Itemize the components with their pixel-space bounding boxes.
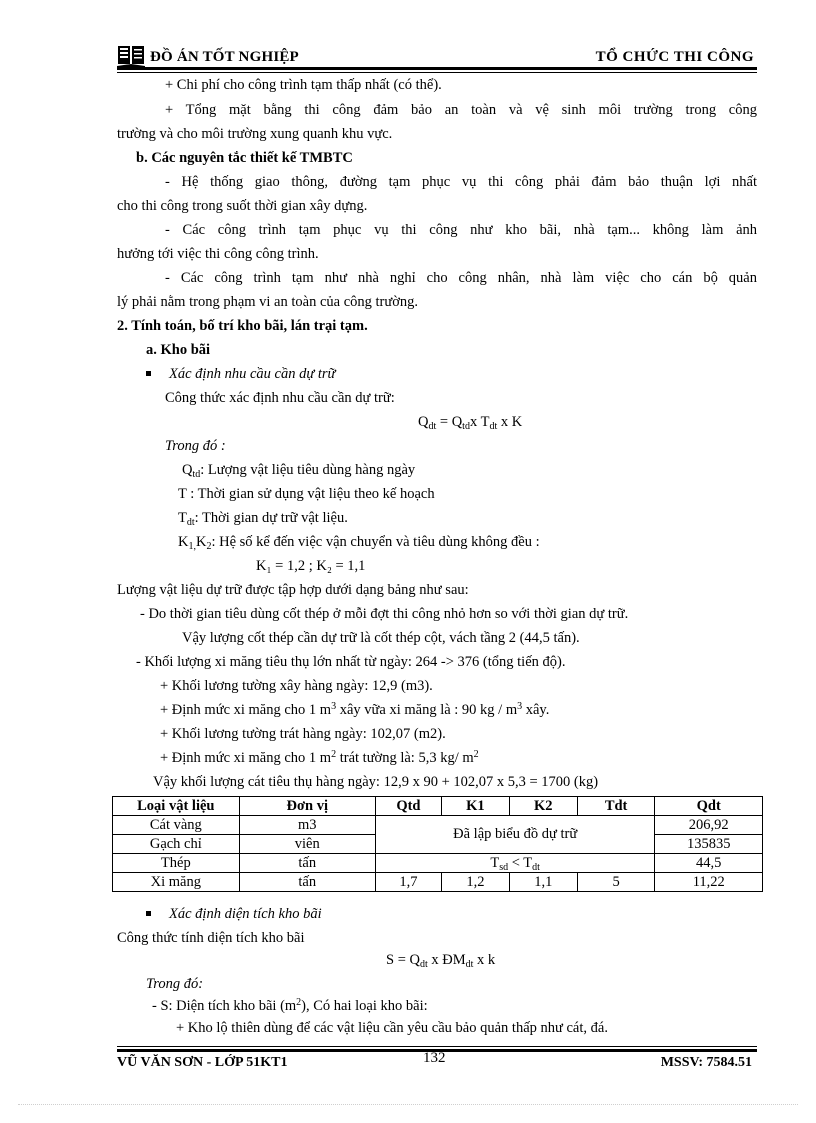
- section-heading-b: b. Các nguyên tắc thiết kế TMBTC: [136, 150, 353, 166]
- paragraph-line: Công thức tính diện tích kho bãi: [117, 930, 305, 946]
- paragraph-line: - Do thời gian tiêu dùng cốt thép ở mỗi đợt thi công nhỏ hơn so với thời gian dự trữ.: [140, 606, 629, 622]
- table-cell: Xi măng: [113, 873, 240, 892]
- paragraph-line: - Các công trình tạm phục vụ thi công như kho bãi, nhà tạm... không làm ảnh: [165, 222, 757, 238]
- table-cell: tấn: [239, 854, 375, 873]
- paragraph-line: - Khối lượng xi măng tiêu thụ lớn nhất từ ngày: 264 -> 376 (tổng tiến độ).: [136, 654, 566, 670]
- paragraph-line: + Định mức xi măng cho 1 $m^2$ trát tường là: 5,3 kg/ $m^2$: [160, 749, 479, 766]
- table-cell: 1,2: [441, 873, 509, 892]
- table-cell: 135835: [655, 835, 763, 854]
- header-rule-thick: [117, 67, 757, 70]
- k-values: K₁ = 1,2 ; K₂ = 1,1: [256, 558, 366, 574]
- definition-t: T : Thời gian sử dụng vật liệu theo kế hoạch: [178, 486, 435, 502]
- table-header-cell: Qdt: [655, 797, 763, 816]
- table-header-cell: Tdt: [577, 797, 655, 816]
- table-header-row: [113, 797, 763, 816]
- page-number: 132: [423, 1050, 446, 1066]
- table-cell: 1,1: [509, 873, 577, 892]
- paragraph-line: - Các công trình tạm như nhà nghỉ cho công nhân, nhà làm việc cho cán bộ quản: [165, 270, 757, 286]
- bullet-item: Xác định diện tích kho bãi: [146, 905, 322, 923]
- table-header-cell: Qtd: [375, 797, 441, 816]
- paragraph-line: + Chi phí cho công trình tạm thấp nhất (có thể).: [165, 77, 442, 93]
- table-cell: 206,92: [655, 816, 763, 835]
- table-cell: viên: [239, 835, 375, 854]
- table-header-cell: K2: [509, 797, 577, 816]
- trong-do-label: Trong đó:: [146, 976, 204, 992]
- paragraph-line: cho thi công trong suốt thời gian xây dựng.: [117, 198, 368, 214]
- paragraph-line: Vậy khối lượng cát tiêu thụ hàng ngày: 12,9 x 90 + 102,07 x 5,3 = 1700 (kg): [153, 774, 599, 790]
- trong-do-label: Trong đó :: [165, 438, 226, 454]
- header-title-right: TỔ CHỨC THI CÔNG: [595, 49, 754, 65]
- table-cell: 44,5: [655, 854, 763, 873]
- table-cell: 5: [577, 873, 655, 892]
- table-cell: 11,22: [655, 873, 763, 892]
- formula-qdt: $Q_{dt} = Q_{td}x$ $T_{dt}$ x K: [418, 414, 523, 432]
- table-row: [113, 873, 763, 892]
- paragraph-line: lý phải nằm trong phạm vi an toàn của công trường.: [117, 294, 419, 310]
- bullet-item: Xác định nhu cầu cần dự trữ: [146, 365, 335, 383]
- footer-author: VŨ VĂN SƠN - LỚP 51KT1: [117, 1055, 288, 1070]
- table-steel-note: $T_{sd} < T_{dt}$: [375, 854, 655, 873]
- paragraph-line: - S: Diện tích kho bãi $(m^2)$, Có hai loại kho bãi:: [152, 997, 428, 1014]
- header-rule-thin: [117, 72, 757, 73]
- page-edge-dotted-line: [18, 1104, 798, 1105]
- paragraph-line: + Tổng mặt bằng thi công đảm bảo an toàn và vệ sinh môi trường trong công: [165, 102, 757, 118]
- table-merged-note: Đã lập biểu đồ dự trữ: [375, 816, 655, 854]
- material-table: [112, 796, 763, 892]
- paragraph-line: trường và cho môi trường xung quanh khu vực.: [117, 126, 393, 142]
- paragraph-line: + Khối lương tường xây hàng ngày: 12,9 (m3).: [160, 678, 433, 694]
- paragraph-line: + Kho lộ thiên dùng để các vật liệu cần yêu cầu bảo quản thấp như cát, đá.: [176, 1020, 608, 1036]
- table-header-cell: K1: [441, 797, 509, 816]
- table-cell: Thép: [113, 854, 240, 873]
- table-row: [113, 854, 763, 873]
- table-row: [113, 816, 763, 835]
- footer-rule-thin: [117, 1046, 757, 1047]
- bullet-icon: [146, 371, 151, 376]
- table-cell: 1,7: [375, 873, 441, 892]
- bullet-icon: [146, 911, 151, 916]
- formula-area: $S = Q_{dt}$ x $ĐM_{dt}$ x k: [386, 952, 496, 970]
- paragraph-line: hưởng tới việc thi công công trình.: [117, 246, 319, 262]
- paragraph-line: - Hệ thống giao thông, đường tạm phục vụ thi công phải đảm bảo thuận lợi nhất: [165, 174, 757, 190]
- table-header-cell: Đơn vị: [239, 797, 375, 816]
- table-header-cell: Loại vật liệu: [113, 797, 240, 816]
- paragraph-line: Vậy lượng cốt thép cần dự trữ là cốt thép cột, vách tầng 2 (44,5 tấn).: [182, 630, 580, 646]
- definition-k: $K_{1,}K_2$: Hệ số kể đến việc vận chuyển và tiêu dùng không đều :: [178, 534, 540, 552]
- section-heading-2: 2. Tính toán, bố trí kho bãi, lán trại tạm.: [117, 318, 368, 334]
- footer-student-id: MSSV: 7584.51: [660, 1055, 752, 1070]
- definition-qtd: $Q_{td}$: Lượng vật liệu tiêu dùng hàng ngày: [182, 462, 416, 480]
- paragraph-line: + Định mức xi măng cho 1 $m^3$ xây vữa xi măng là : 90 kg / $m^3$ xây.: [160, 701, 550, 718]
- section-heading-a: a. Kho bãi: [146, 342, 211, 358]
- paragraph-line: Lượng vật liệu dự trữ được tập hợp dưới dạng bảng như sau:: [117, 582, 469, 598]
- table-cell: tấn: [239, 873, 375, 892]
- paragraph-line: + Khối lương tường trát hàng ngày: 102,07 (m2).: [160, 726, 446, 742]
- table-cell: Cát vàng: [113, 816, 240, 835]
- paragraph-line: Công thức xác định nhu cầu cần dự trữ:: [165, 390, 395, 406]
- table-cell: Gạch chỉ: [113, 835, 240, 854]
- header-title-left: ĐỒ ÁN TỐT NGHIỆP: [150, 49, 299, 65]
- definition-tdt: $T_{dt}$: Thời gian dự trữ vật liệu.: [178, 510, 348, 528]
- table-cell: m3: [239, 816, 375, 835]
